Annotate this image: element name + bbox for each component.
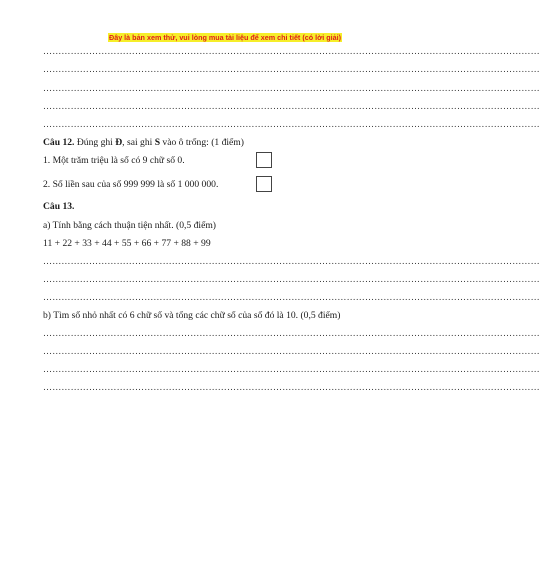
answer-line: ……………………………………………………………………………………………………………………………………………… xyxy=(43,382,540,392)
question-12-item-2: 2. Số liền sau của số 999 999 là số 1 000 000. xyxy=(43,179,219,190)
answer-line: ……………………………………………………………………………………………………………………………………………… xyxy=(43,328,540,338)
question-13-expression: 11 + 22 + 33 + 44 + 55 + 66 + 77 + 88 + 99 xyxy=(43,238,211,249)
preview-banner xyxy=(0,27,450,45)
question-12-instruction-part: Đúng ghi xyxy=(74,137,116,148)
answer-box-2[interactable] xyxy=(256,176,272,192)
answer-line: ……………………………………………………………………………………………………………………………………………… xyxy=(43,83,540,93)
answer-line: ……………………………………………………………………………………………………………………………………………… xyxy=(43,274,540,284)
question-12-label: Câu 12. xyxy=(43,137,75,148)
preview-banner-text: Đây là bản xem thử, vui lòng mua tài liệu để xem chi tiết (có lời giải) xyxy=(109,33,341,42)
true-mark-letter: Đ xyxy=(115,137,123,148)
question-12-instruction-part: , sai ghi xyxy=(122,137,155,148)
answer-line: ……………………………………………………………………………………………………………………………………………… xyxy=(43,46,540,56)
false-mark-letter: S xyxy=(154,137,161,148)
question-13-part-a: a) Tính bằng cách thuận tiện nhất. (0,5 điểm) xyxy=(43,220,216,231)
answer-line: ……………………………………………………………………………………………………………………………………………… xyxy=(43,101,540,111)
question-12-heading xyxy=(43,137,244,149)
answer-line: ……………………………………………………………………………………………………………………………………………… xyxy=(43,256,540,266)
answer-line: ……………………………………………………………………………………………………………………………………………… xyxy=(43,346,540,356)
question-12-instruction-part: vào ô trống: (1 điểm) xyxy=(160,137,244,148)
question-12-item-1: 1. Một trăm triệu là số có 9 chữ số 0. xyxy=(43,155,185,166)
answer-line: ……………………………………………………………………………………………………………………………………………… xyxy=(43,292,540,302)
answer-box-1[interactable] xyxy=(256,152,272,168)
answer-line: ……………………………………………………………………………………………………………………………………………… xyxy=(43,64,540,74)
question-13-part-b: b) Tìm số nhỏ nhất có 6 chữ số và tổng các chữ số của số đó là 10. (0,5 điểm) xyxy=(43,310,341,321)
answer-line: ……………………………………………………………………………………………………………………………………………… xyxy=(43,119,540,129)
answer-line: ……………………………………………………………………………………………………………………………………………… xyxy=(43,364,540,374)
question-13-label: Câu 13. xyxy=(43,201,75,212)
